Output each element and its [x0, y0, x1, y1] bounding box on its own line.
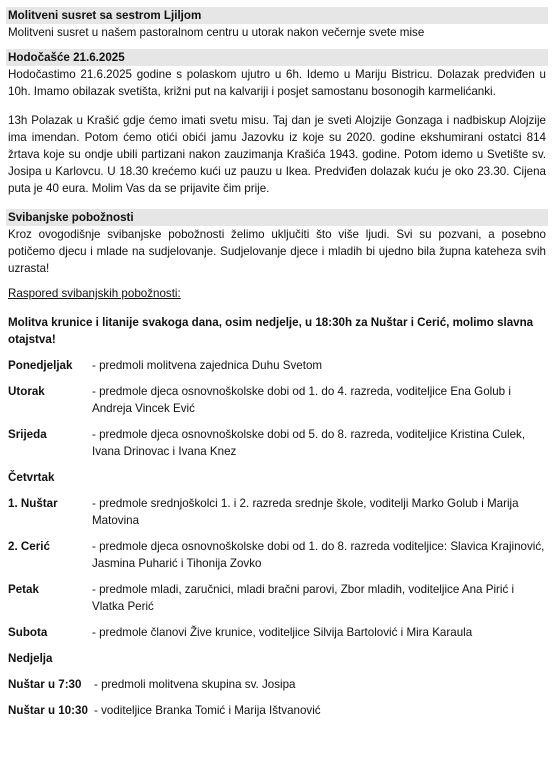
schedule-desc: - predmole mladi, zaručnici, mladi bračni parovi, Zbor mladih, voditeljice Ana Pirić i Vlatka Perić — [92, 583, 515, 613]
schedule-desc: - predmole srednjoškolci 1. i 2. razreda srednje škole, voditelji Marko Golub i Marija Matovina — [92, 497, 519, 527]
schedule-day: Srijeda — [8, 428, 47, 441]
schedule-row-wednesday — [6, 426, 548, 460]
pilgrimage-paragraph-2: 13h Polazak u Krašić gdje ćemo imati svetu misu. Taj dan je sveti Alojzije Gonzaga i nadbiskup Alojzije ima imendan. Potom ćemo otići obići jamu Jazovku iz koje su 2020. godine ekshumirani ostatci 814 žrtava koje su ondje ubili partizani nakon zauzimanja Krašića 1943. godine. Potom idemo u Svetište sv. Josipa u Karlovcu. U 18.30 krećemo kući uz pauzu u Ikea. Predviđen dolazak kuću je oko 23.30. Cijena puta je 40 eura. Molim Vas da se prijavite čim prije. — [8, 114, 546, 195]
section-title-may-devotions: Svibanjske pobožnosti — [6, 209, 548, 226]
schedule-day: Petak — [8, 583, 39, 596]
schedule-day: Nuštar u 10:30 — [8, 704, 88, 717]
schedule-thursday-heading: Četvrtak — [8, 471, 55, 484]
schedule-day: Ponedjeljak — [8, 359, 73, 372]
section-title-pilgrimage: Hodočašće 21.6.2025 — [6, 49, 548, 66]
section-title-prayer-meeting: Molitveni susret sa sestrom Ljiljom — [6, 7, 548, 24]
schedule-row-thursday-ceric — [6, 538, 548, 572]
schedule-day: Subota — [8, 626, 48, 639]
schedule-row-sunday-730 — [6, 676, 548, 693]
schedule-sunday-heading: Nedjelja — [8, 652, 53, 665]
schedule-day: 2. Cerić — [8, 540, 50, 553]
schedule-day: Nuštar u 7:30 — [8, 678, 82, 691]
schedule-row-tuesday — [6, 383, 548, 417]
schedule-desc: - predmole djeca osnovnoškolske dobi od 1. do 4. razreda, voditeljice Ena Golub i Andreja Vincek Ević — [92, 385, 511, 415]
schedule-row-thursday-nustar — [6, 495, 548, 529]
schedule-row-sunday-1030 — [6, 702, 548, 719]
schedule-day: Utorak — [8, 385, 45, 398]
schedule-desc: - predmole članovi Žive krunice, voditeljice Silvija Bartolović i Mira Karaula — [92, 626, 473, 639]
schedule-desc: - voditeljice Branka Tomić i Marija Ištvanović — [94, 704, 321, 717]
schedule-row-friday — [6, 581, 548, 615]
pilgrimage-paragraph-1: Hodočastimo 21.6.2025 godine s polaskom ujutro u 6h. Idemo u Mariju Bistricu. Dolazak predviđen u 10h. Imamo obilazak svetišta, križni put na kalvariji i posjet samostanu bosonogih karmelićanki. — [8, 68, 546, 98]
schedule-desc: - predmole djeca osnovnoškolske dobi od 5. do 8. razreda, voditeljice Kristina Culek, Ivana Drinovac i Ivana Knez — [92, 428, 526, 458]
prayer-meeting-text: Molitveni susret u našem pastoralnom centru u utorak nakon večernje svete mise — [8, 26, 425, 39]
schedule-desc: - predmoli molitvena zajednica Duhu Svetom — [92, 359, 323, 372]
schedule-desc: - predmole djeca osnovnoškolske dobi od 1. do 8. razreda voditeljice: Slavica Krajinović, Jasmina Puharić i Tihonija Zovko — [92, 540, 545, 570]
schedule-day: 1. Nuštar — [8, 497, 58, 510]
schedule-intro: Molitva krunice i litanije svakoga dana, osim nedjelje, u 18:30h za Nuštar i Cerić, molimo slavna otajstva! — [8, 316, 534, 346]
may-devotions-paragraph: Kroz ovogodišnje svibanjske pobožnosti želimo uključiti što više ljudi. Svi su pozvani, a posebno potičemo djecu i mlade na sudjelovanje. Sudjelovanje djece i mladih bi ujedno bila župna kateheza svih uzrasta! — [8, 228, 546, 275]
schedule-heading: Raspored svibanjskih pobožnosti: — [8, 287, 181, 300]
schedule-desc: - predmoli molitvena skupina sv. Josipa — [94, 678, 296, 691]
schedule-row-monday — [6, 357, 548, 374]
schedule-row-saturday — [6, 624, 548, 641]
